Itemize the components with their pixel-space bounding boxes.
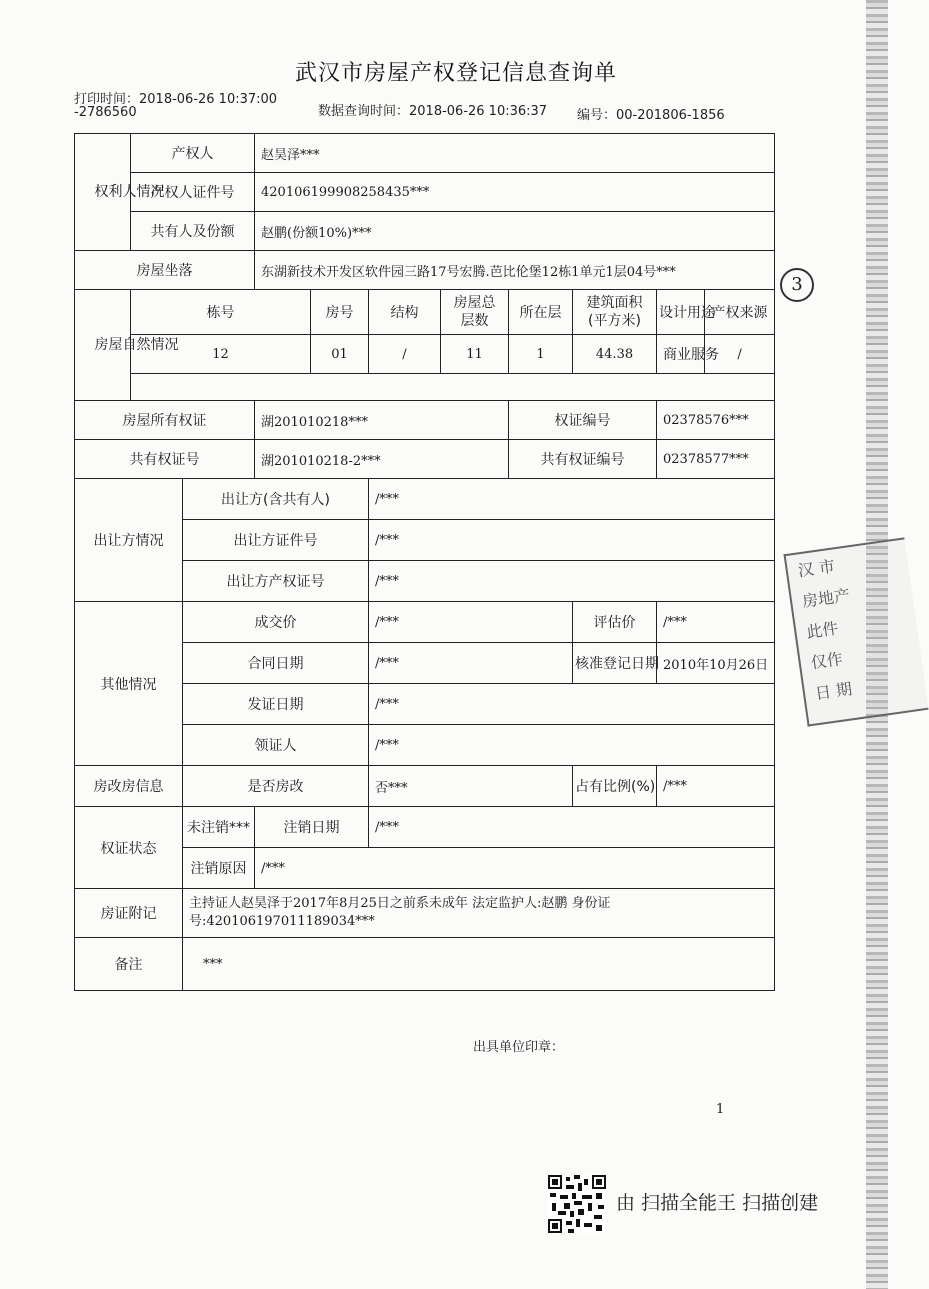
value-floor: 1 <box>509 335 573 374</box>
transferor-section-label: 出让方情况 <box>75 479 183 602</box>
serial-suffix: -2786560 <box>74 105 137 120</box>
holder-label: 产权人 <box>131 134 255 173</box>
cancel-date-label: 注销日期 <box>255 807 369 848</box>
issuer-seal-label: 出具单位印章： <box>473 1040 565 1055</box>
cert-number-value: 02378576*** <box>657 401 775 440</box>
value-total-floors: 11 <box>441 335 509 374</box>
appendix-label: 房证附记 <box>75 889 183 938</box>
transferor-name-value: /*** <box>369 479 775 520</box>
transferor-cert-value: /*** <box>369 561 775 602</box>
recipient-label: 领证人 <box>183 725 369 766</box>
header-building: 栋号 <box>131 290 311 335</box>
reform-is-value: 否*** <box>369 766 573 807</box>
co-cert-number-label: 共有权证编号 <box>509 440 657 479</box>
cancel-date-value: /*** <box>369 807 775 848</box>
print-time: 打印时间：2018-06-26 10:37:00 <box>74 92 278 107</box>
natural-section-label: 房屋自然情况 <box>75 290 131 401</box>
status-row <box>75 807 775 848</box>
value-area: 44.38 <box>573 335 657 374</box>
co-cert-row <box>75 440 775 479</box>
natural-blank-row <box>75 374 775 401</box>
ownership-cert-row <box>75 401 775 440</box>
co-owner-row <box>75 212 775 251</box>
transferor-row <box>75 479 775 520</box>
cancel-reason-label: 注销原因 <box>183 848 255 889</box>
holder-id-label: 产权人证件号 <box>131 173 255 212</box>
qr-code-icon <box>548 1175 606 1233</box>
owner-row <box>75 134 775 173</box>
issue-date-label: 发证日期 <box>183 684 369 725</box>
value-usage: 商业服务 <box>657 335 705 374</box>
contract-date-label: 合同日期 <box>183 643 369 684</box>
co-cert-label: 共有权证号 <box>75 440 255 479</box>
price-label: 成交价 <box>183 602 369 643</box>
header-structure: 结构 <box>369 290 441 335</box>
appendix-text: 主持证人赵昊泽于2017年8月25日之前系未成年 法定监护人:赵鹏 身份证号:420106197011189034*** <box>183 889 775 938</box>
co-cert-value: 湖201010218-2*** <box>255 440 509 479</box>
share-ratio-label: 占有比例(%) <box>573 766 657 807</box>
registration-date-value: 2010年10月26日 <box>657 643 775 684</box>
other-price-row <box>75 602 775 643</box>
location-row <box>75 251 775 290</box>
holder-value: 赵昊泽*** <box>255 134 775 173</box>
contract-date-value: /*** <box>369 643 573 684</box>
document-title: 武汉市房屋产权登记信息查询单 <box>294 61 617 86</box>
value-structure: / <box>369 335 441 374</box>
owner-section-label: 权利人情况 <box>75 134 131 251</box>
appendix-row <box>75 889 775 938</box>
ownership-cert-label: 房屋所有权证 <box>75 401 255 440</box>
header-room: 房号 <box>311 290 369 335</box>
co-owner-value: 赵鹏(份额10%)*** <box>255 212 775 251</box>
header-area: 建筑面积(平方米) <box>573 290 657 335</box>
share-ratio-value: /*** <box>657 766 775 807</box>
holder-id-value: 420106199908258435*** <box>255 173 775 212</box>
remark-value: *** <box>183 938 775 991</box>
status-section-label: 权证状态 <box>75 807 183 889</box>
value-source: / <box>705 335 775 374</box>
evaluation-value: /*** <box>657 602 775 643</box>
registration-date-label: 核准登记日期 <box>573 643 657 684</box>
other-section-label: 其他情况 <box>75 602 183 766</box>
value-building: 12 <box>131 335 311 374</box>
official-stamp: 汉 市 房地产 此件 仅作 日 期 <box>783 537 928 726</box>
query-time: 数据查询时间：2018-06-26 10:36:37 <box>318 104 548 119</box>
reform-is-label: 是否房改 <box>183 766 369 807</box>
natural-header-row <box>75 290 775 335</box>
header-source: 产权来源 <box>705 290 775 335</box>
natural-values-row <box>75 335 775 374</box>
owner-id-row <box>75 173 775 212</box>
remark-row <box>75 938 775 991</box>
scanner-watermark: 由 扫描全能王 扫描创建 <box>616 1192 819 1214</box>
document-number: 编号：00-201806-1856 <box>577 108 725 123</box>
transferor-name-label: 出让方(含共有人) <box>183 479 369 520</box>
header-floor: 所在层 <box>509 290 573 335</box>
issue-date-value: /*** <box>369 684 775 725</box>
header-usage: 设计用途 <box>657 290 705 335</box>
ownership-cert-value: 湖201010218*** <box>255 401 509 440</box>
reform-row <box>75 766 775 807</box>
co-cert-number-value: 02378577*** <box>657 440 775 479</box>
recipient-value: /*** <box>369 725 775 766</box>
registration-table <box>74 133 775 991</box>
location-value: 东湖新技术开发区软件园三路17号宏腾.芭比伦堡12栋1单元1层04号*** <box>255 251 775 290</box>
value-room: 01 <box>311 335 369 374</box>
co-owner-label: 共有人及份额 <box>131 212 255 251</box>
circled-number: 3 <box>780 268 814 302</box>
location-label: 房屋坐落 <box>75 251 255 290</box>
not-cancelled-label: 未注销*** <box>183 807 255 848</box>
blank-cell <box>131 374 775 401</box>
transferor-id-label: 出让方证件号 <box>183 520 369 561</box>
remark-label: 备注 <box>75 938 183 991</box>
transferor-cert-label: 出让方产权证号 <box>183 561 369 602</box>
cancel-reason-value: /*** <box>255 848 775 889</box>
evaluation-label: 评估价 <box>573 602 657 643</box>
price-value: /*** <box>369 602 573 643</box>
cert-number-label: 权证编号 <box>509 401 657 440</box>
transferor-id-value: /*** <box>369 520 775 561</box>
reform-section-label: 房改房信息 <box>75 766 183 807</box>
header-total-floors: 房屋总层数 <box>441 290 509 335</box>
page-number: 1 <box>716 1102 725 1117</box>
